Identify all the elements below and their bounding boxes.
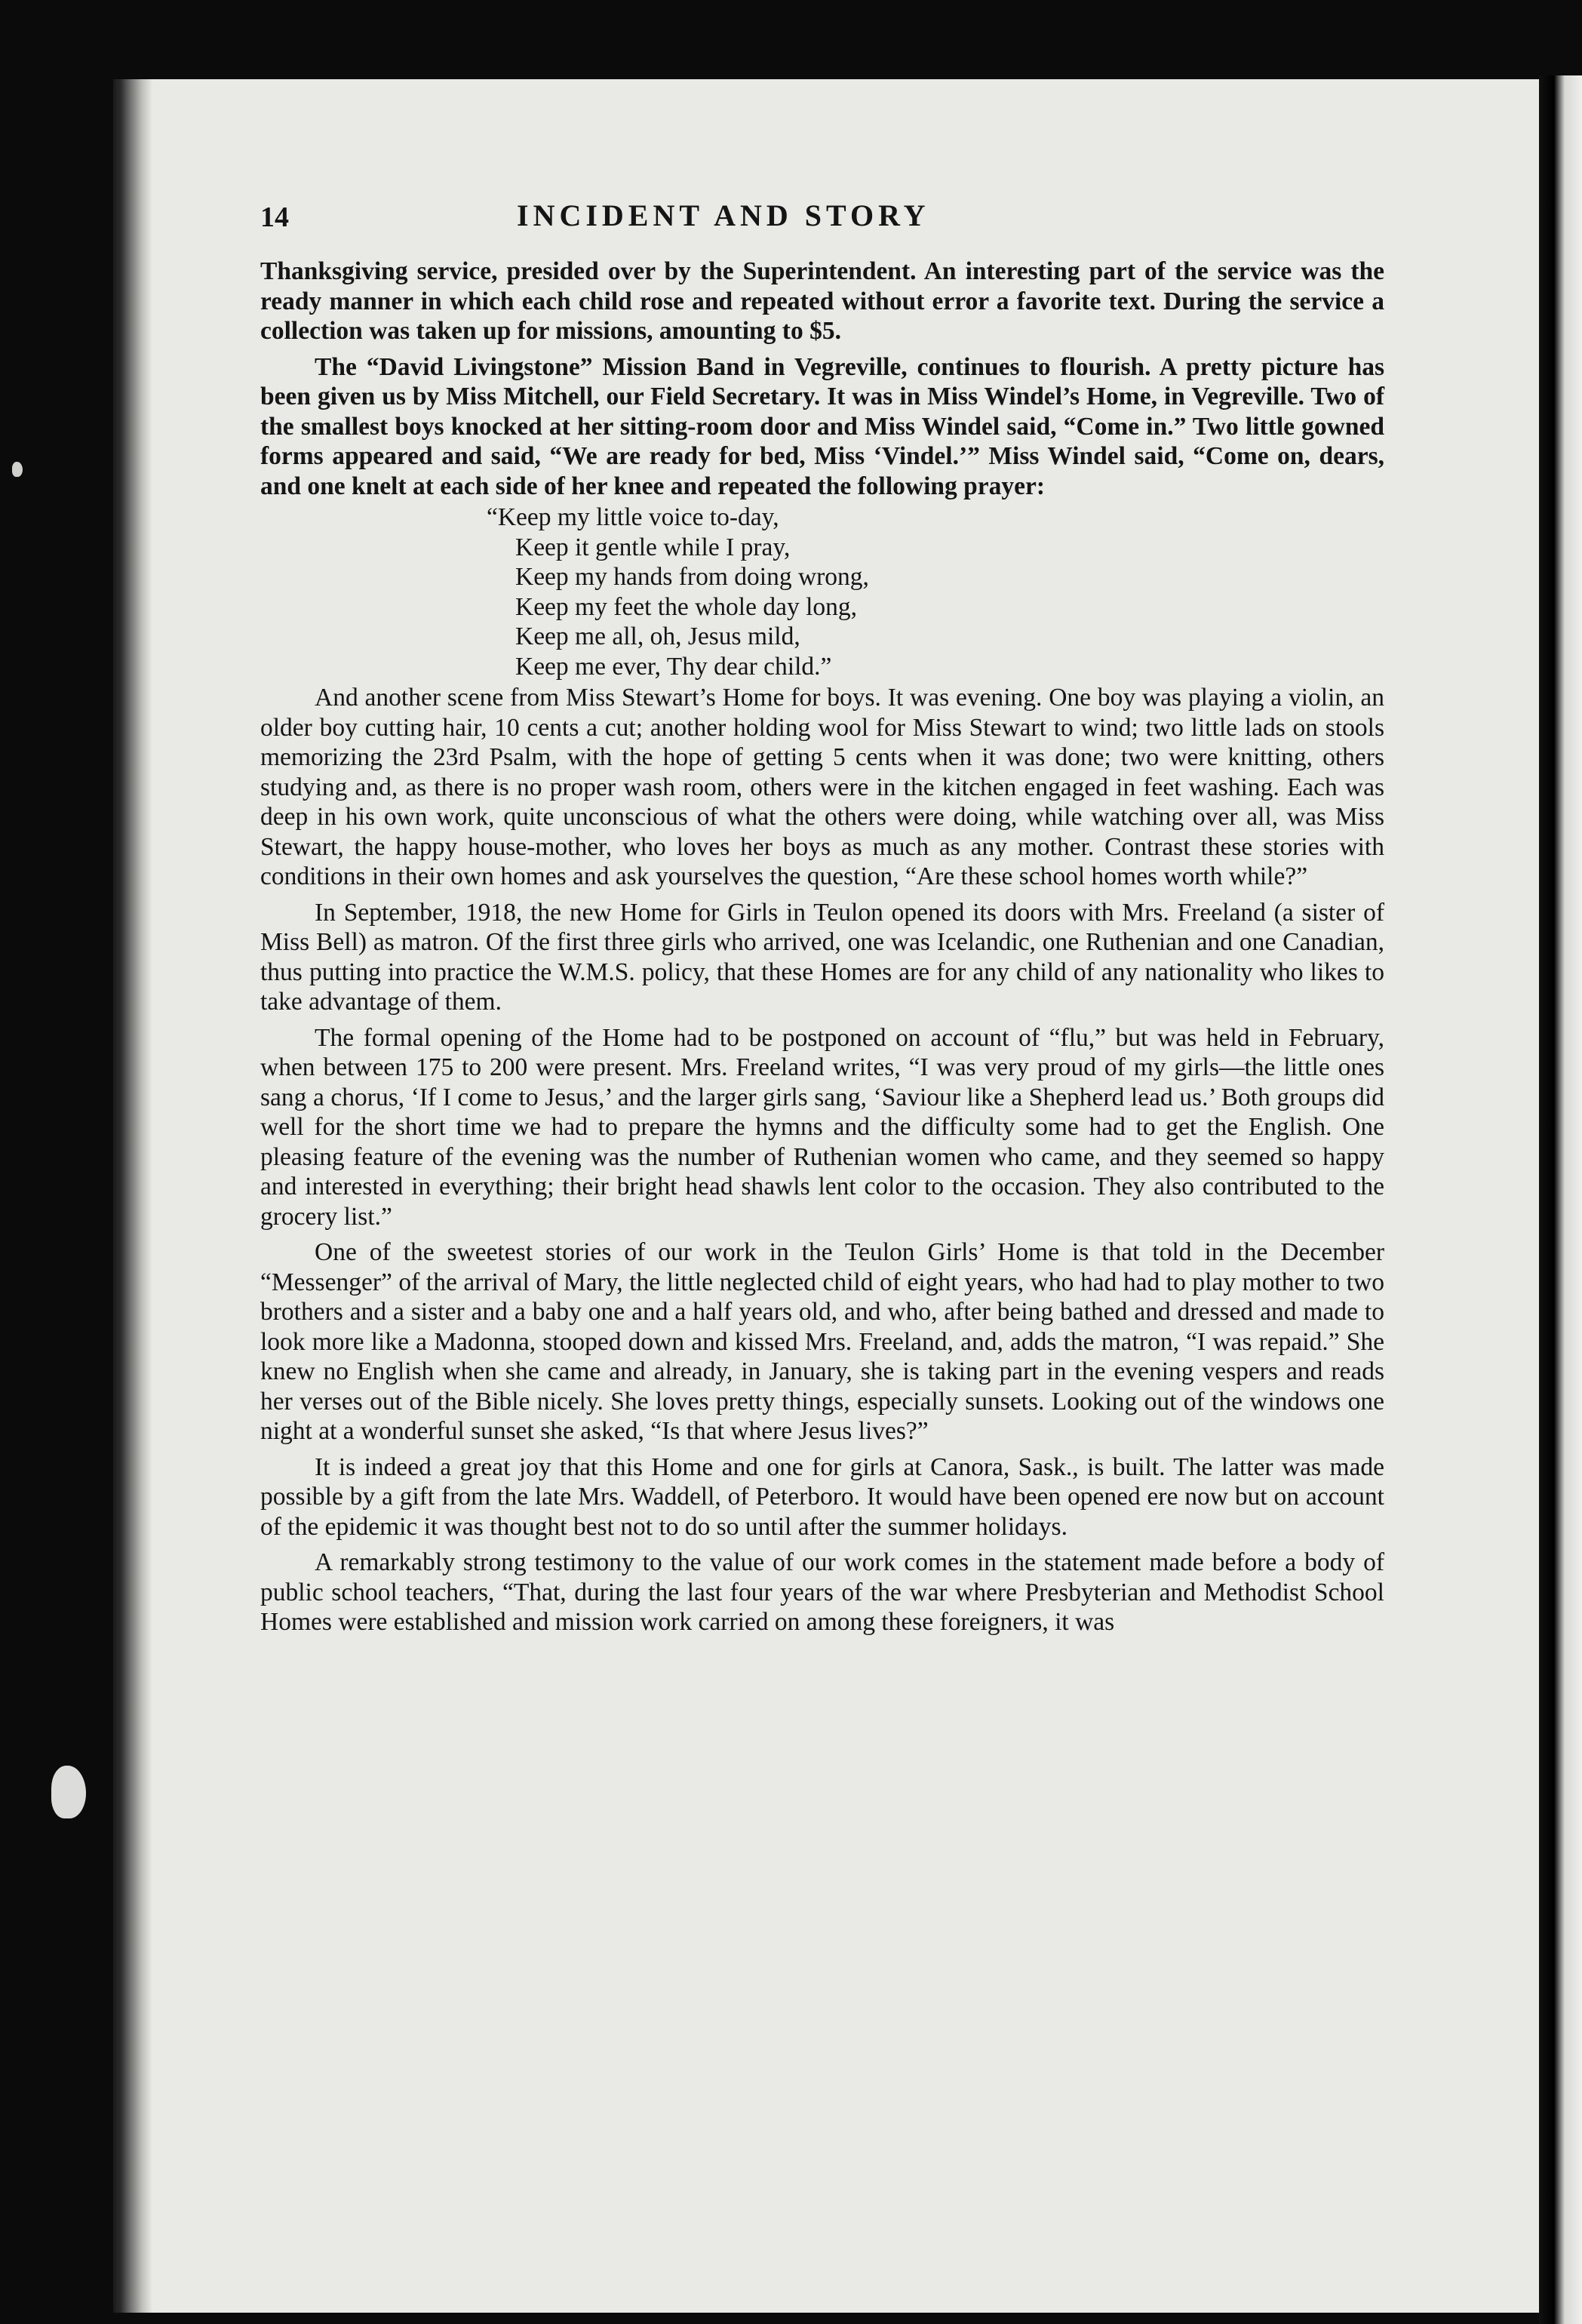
poem-line: Keep my feet the whole day long, xyxy=(515,592,858,621)
paragraph-thanksgiving: Thanksgiving service, presided over by the Superintendent. An interesting part of the service was the ready manner in which each child rose and repeated without error a favorite text. During the service a collection was taken up for missions, amounting to $5. xyxy=(260,257,1384,345)
paragraph-teulon-home: In September, 1918, the new Home for Girls in Teulon opened its doors with Mrs. Freeland (a sister of Miss Bell) as matron. Of the first three girls who arrived, one was Icelandic, one Ruthenian and one Canadian, thus putting into practice the W.M.S. policy, that these Homes are for any child of any nationality who likes to take advantage of them. xyxy=(260,898,1384,1016)
page-binding-shadow-left xyxy=(113,79,152,2313)
paragraph-canora-home: It is indeed a great joy that this Home and one for girls at Canora, Sask., is built. The latter was made possible by a gift from the late Mrs. Waddell, of Peterboro. It would have been opened ere now but on account of the epidemic it was thought best not to do so until after the summer holidays. xyxy=(260,1452,1384,1541)
page-content xyxy=(260,195,1384,1637)
paragraph-testimony: A remarkably strong testimony to the value of our work comes in the statement made before a body of public school teachers, “That, during the last four years of the war where Presbyterian and Methodist School Homes were established and mission work carried on among these foreigners, it was xyxy=(260,1548,1384,1636)
paragraph-mission-band: The “David Livingstone” Mission Band in Vegreville, continues to flourish. A pretty picture has been given us by Miss Mitchell, our Field Secretary. It was in Miss Windel’s Home, in Vegreville. Two of the smallest boys knocked at her sitting-room door and Miss Windel said, “Come in.” Two little gowned forms appeared and said, “We are ready for bed, Miss ‘Vindel.’” Miss Windel said, “Come on, dears, and one knelt at each side of her knee and repeated the following prayer: xyxy=(260,352,1384,500)
running-title: INCIDENT AND STORY xyxy=(517,198,930,232)
poem-line: Keep me ever, Thy dear child.” xyxy=(515,652,832,681)
poem-line: “Keep my little voice to-day, xyxy=(487,503,779,531)
scan-blot xyxy=(51,1766,86,1818)
page-header xyxy=(260,195,1384,254)
poem-line: Keep it gentle while I pray, xyxy=(515,533,791,561)
poem-line: Keep me all, oh, Jesus mild, xyxy=(515,622,800,650)
prayer-poem xyxy=(487,503,1384,681)
scan-speck xyxy=(12,462,23,477)
page-binding-shadow-right xyxy=(1539,75,1582,2324)
poem-line: Keep my hands from doing wrong, xyxy=(515,563,869,591)
paragraph-formal-opening: The formal opening of the Home had to be postponed on account of “flu,” but was held in February, when between 175 to 200 were present. Mrs. Freeland writes, “I was very proud of my girls—the little ones sang a chorus, ‘If I come to Jesus,’ and the larger girls sang, ‘Saviour like a Shepherd lead us.’ Both groups did well for the short time we had to prepare the hymns and the difficulty some had to get the English. One pleasing feature of the evening was the number of Ruthenian women who came, and they seemed so happy and interested in everything; their bright head shawls lent color to the occasion. They also contributed to the grocery list.” xyxy=(260,1023,1384,1231)
page-number: 14 xyxy=(260,201,289,233)
paragraph-mary-story: One of the sweetest stories of our work in the Teulon Girls’ Home is that told in the December “Messenger” of the arrival of Mary, the little neglected child of eight years, who had had to play mother to two brothers and a sister and a baby one and a half years old, and who, after being bathed and dressed and made to look more like a Madonna, stooped down and kissed Mrs. Freeland, and, adds the matron, “I was repaid.” She knew no English when she came and already, in January, she is taking part in the evening vespers and reads her verses out of the Bible nicely. She loves pretty things, especially sunsets. Looking out of the windows one night at a wonderful sunset she asked, “Is that where Jesus lives?” xyxy=(260,1238,1384,1445)
paragraph-stewart-home: And another scene from Miss Stewart’s Home for boys. It was evening. One boy was playing a violin, an older boy cutting hair, 10 cents a cut; another holding wool for Miss Stewart to wind; two little lads on stools memorizing the 23rd Psalm, with the hope of getting 5 cents when it was done; two were knitting, others studying and, as there is no proper wash room, others were in the kitchen engaged in feet washing. Each was deep in his own work, quite unconscious of what the others were doing, while watching over all, was Miss Stewart, the happy house-mother, who loves her boys as much as any mother. Contrast these stories with conditions in their own homes and ask yourselves the question, “Are these school homes worth while?” xyxy=(260,684,1384,890)
